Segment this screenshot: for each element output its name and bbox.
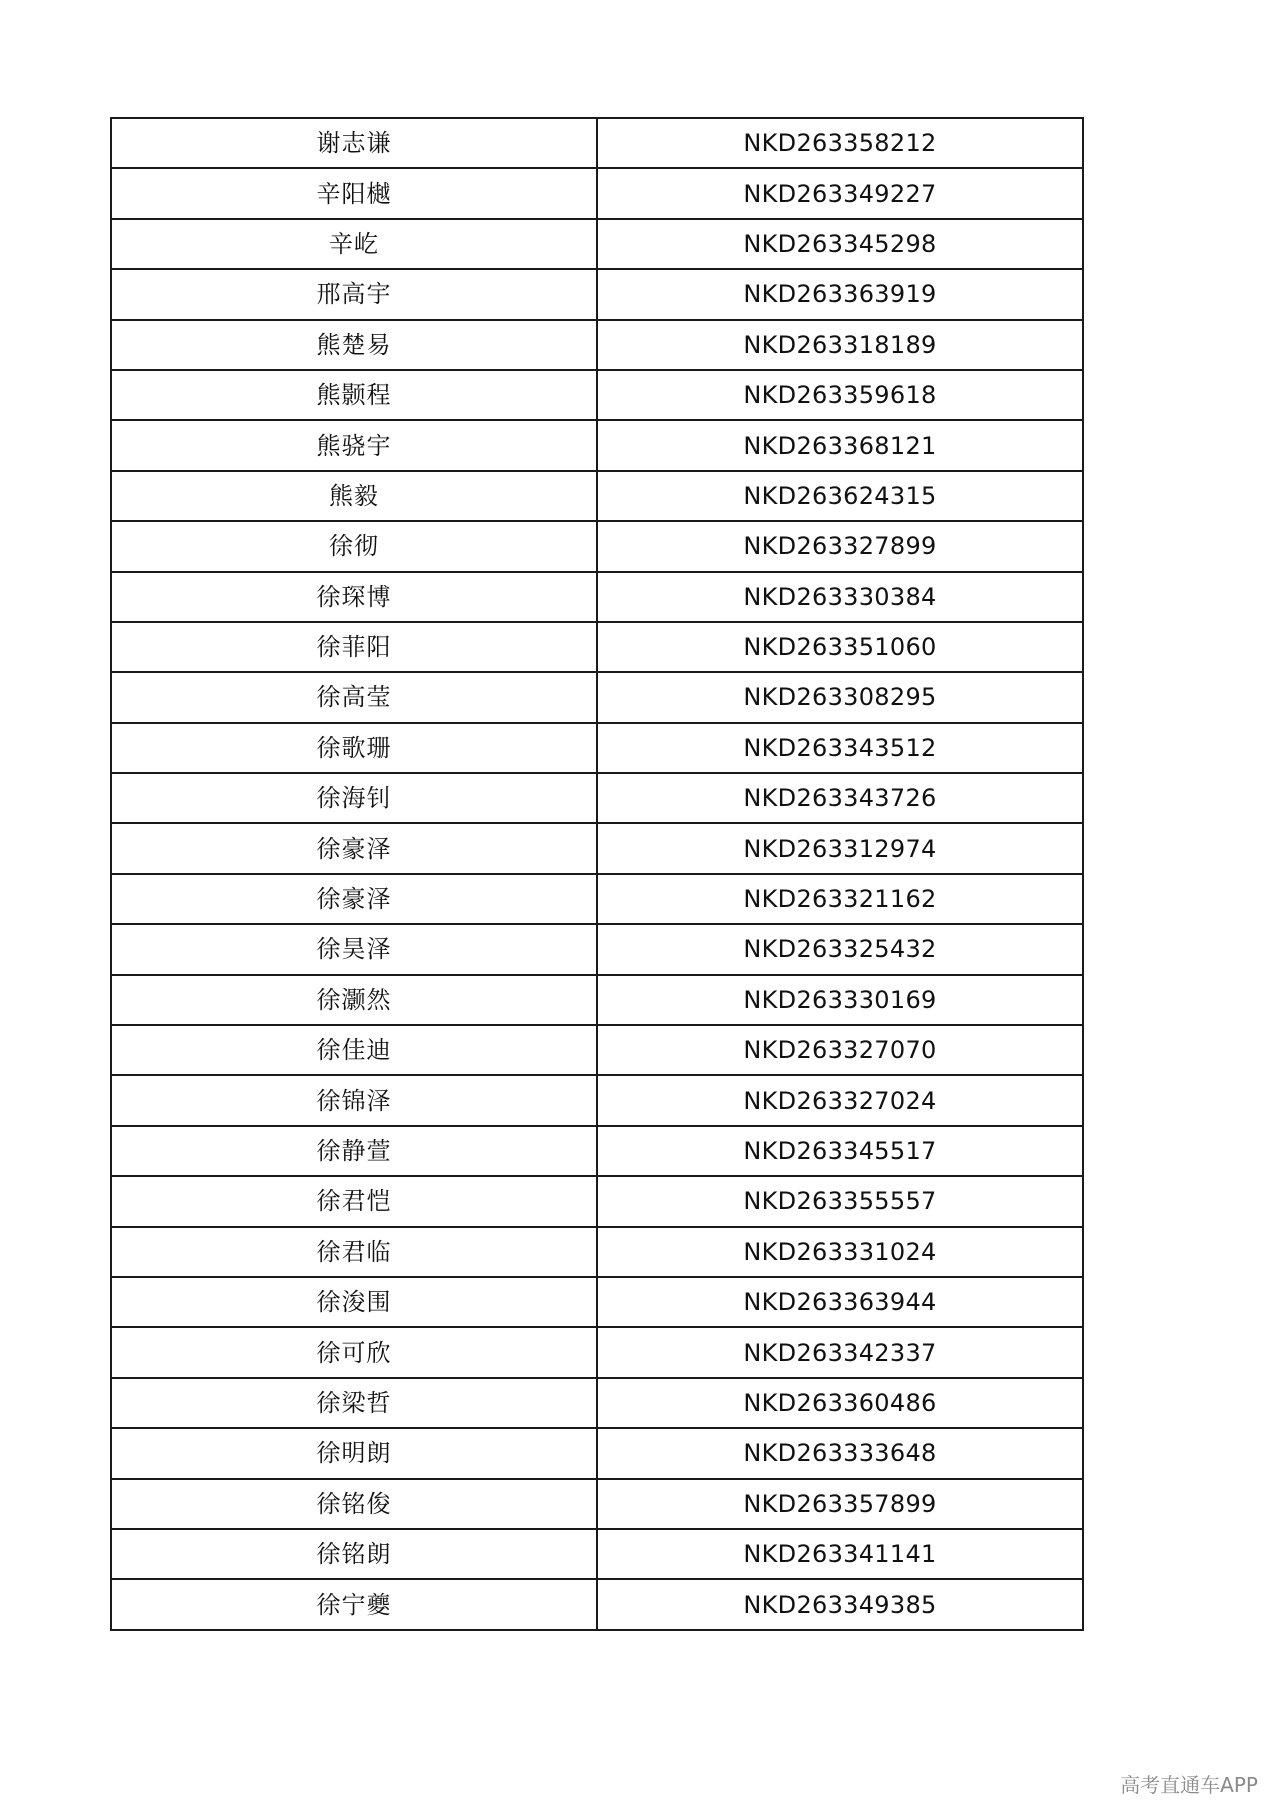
table-row (111, 118, 1083, 168)
name-cell: 徐君临 (111, 1227, 597, 1277)
table-row (111, 521, 1083, 571)
id-cell: NKD263312974 (597, 823, 1083, 873)
name-cell: 徐浚围 (111, 1277, 597, 1327)
id-cell: NKD263330169 (597, 975, 1083, 1025)
table-row (111, 1277, 1083, 1327)
table-row (111, 975, 1083, 1025)
table-row (111, 1025, 1083, 1075)
table-row (111, 168, 1083, 218)
id-cell: NKD263349385 (597, 1579, 1083, 1629)
id-cell: NKD263331024 (597, 1227, 1083, 1277)
table-row (111, 1378, 1083, 1428)
roster-table-body (111, 118, 1083, 1630)
watermark-text: 高考直通车APP (1120, 1773, 1258, 1797)
table-row (111, 219, 1083, 269)
id-cell: NKD263343726 (597, 773, 1083, 823)
name-cell: 徐灏然 (111, 975, 597, 1025)
table-row (111, 1529, 1083, 1579)
id-cell: NKD263333648 (597, 1428, 1083, 1478)
table-row (111, 1428, 1083, 1478)
name-cell: 徐静萱 (111, 1126, 597, 1176)
id-cell: NKD263327024 (597, 1075, 1083, 1125)
name-cell: 徐高莹 (111, 672, 597, 722)
table-row (111, 1227, 1083, 1277)
id-cell: NKD263351060 (597, 622, 1083, 672)
name-cell: 徐豪泽 (111, 874, 597, 924)
table-row (111, 1327, 1083, 1377)
table-row (111, 1579, 1083, 1629)
name-cell: 辛屹 (111, 219, 597, 269)
name-cell: 徐琛博 (111, 572, 597, 622)
table-row (111, 269, 1083, 319)
id-cell: NKD263357899 (597, 1479, 1083, 1529)
name-cell: 徐佳迪 (111, 1025, 597, 1075)
name-cell: 熊毅 (111, 471, 597, 521)
name-cell: 徐宁夔 (111, 1579, 597, 1629)
id-cell: NKD263363919 (597, 269, 1083, 319)
id-cell: NKD263345517 (597, 1126, 1083, 1176)
name-cell: 辛阳樾 (111, 168, 597, 218)
table-row (111, 1176, 1083, 1226)
table-row (111, 874, 1083, 924)
id-cell: NKD263330384 (597, 572, 1083, 622)
name-cell: 徐锦泽 (111, 1075, 597, 1125)
id-cell: NKD263327070 (597, 1025, 1083, 1075)
name-cell: 徐铭朗 (111, 1529, 597, 1579)
name-cell: 徐豪泽 (111, 823, 597, 873)
name-cell: 徐君恺 (111, 1176, 597, 1226)
name-cell: 熊楚易 (111, 320, 597, 370)
table-row (111, 320, 1083, 370)
id-cell: NKD263349227 (597, 168, 1083, 218)
table-row (111, 672, 1083, 722)
id-cell: NKD263318189 (597, 320, 1083, 370)
roster-table (110, 117, 1084, 1631)
name-cell: 徐昊泽 (111, 924, 597, 974)
name-cell: 熊颢程 (111, 370, 597, 420)
id-cell: NKD263624315 (597, 471, 1083, 521)
table-row (111, 622, 1083, 672)
table-row (111, 471, 1083, 521)
table-row (111, 370, 1083, 420)
name-cell: 徐梁哲 (111, 1378, 597, 1428)
name-cell: 熊骁宇 (111, 420, 597, 470)
id-cell: NKD263358212 (597, 118, 1083, 168)
name-cell: 徐明朗 (111, 1428, 597, 1478)
id-cell: NKD263368121 (597, 420, 1083, 470)
id-cell: NKD263345298 (597, 219, 1083, 269)
table-row (111, 1479, 1083, 1529)
id-cell: NKD263343512 (597, 723, 1083, 773)
table-row (111, 420, 1083, 470)
id-cell: NKD263341141 (597, 1529, 1083, 1579)
id-cell: NKD263359618 (597, 370, 1083, 420)
table-row (111, 572, 1083, 622)
table-row (111, 924, 1083, 974)
name-cell: 徐海钊 (111, 773, 597, 823)
id-cell: NKD263327899 (597, 521, 1083, 571)
id-cell: NKD263325432 (597, 924, 1083, 974)
id-cell: NKD263363944 (597, 1277, 1083, 1327)
name-cell: 徐菲阳 (111, 622, 597, 672)
table-row (111, 1075, 1083, 1125)
table-row (111, 723, 1083, 773)
id-cell: NKD263360486 (597, 1378, 1083, 1428)
name-cell: 徐歌珊 (111, 723, 597, 773)
name-cell: 邢高宇 (111, 269, 597, 319)
name-cell: 谢志谦 (111, 118, 597, 168)
id-cell: NKD263308295 (597, 672, 1083, 722)
id-cell: NKD263342337 (597, 1327, 1083, 1377)
name-cell: 徐彻 (111, 521, 597, 571)
name-cell: 徐可欣 (111, 1327, 597, 1377)
id-cell: NKD263321162 (597, 874, 1083, 924)
id-cell: NKD263355557 (597, 1176, 1083, 1226)
name-cell: 徐铭俊 (111, 1479, 597, 1529)
table-row (111, 823, 1083, 873)
table-row (111, 1126, 1083, 1176)
table-row (111, 773, 1083, 823)
